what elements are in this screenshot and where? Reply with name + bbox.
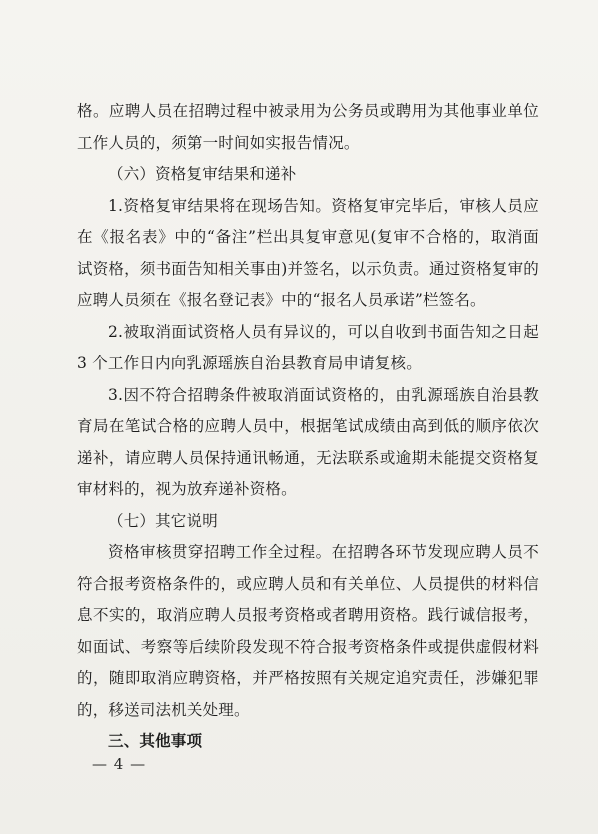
section-heading-6: （六）资格复审结果和递补 [108, 165, 297, 183]
section-heading-7: （七）其它说明 [108, 511, 218, 530]
paragraph-item-3: 3.因不符合招聘条件被取消面试资格的，由乳源瑶族自治县教育局在笔试合格的应聘人员中，根据笔试成绩由高到低的顺序依次递补，请应聘人员保持通讯畅通，无法联系或逾期未能提交资格复审材料的，视为放弃递补资格。 [77, 385, 539, 498]
paragraph-other-notes: 资格审核贯穿招聘工作全过程。在招聘各环节发现应聘人员不符合报考资格条件的，或应聘人员和有关单位、人员提供的材料信息不实的，取消应聘人员报考资格或者聘用资格。践行诚信报考，如面试、考察等后续阶段发现不符合报考资格条件或提供虚假材料的，随即取消应聘资格，并严格按照有关规定追究责任，涉嫌犯罪的，移送司法机关处理。 [77, 543, 539, 719]
page-number: — 4 — [92, 755, 147, 773]
document-body [77, 96, 539, 758]
paragraph-item-1: 1.资格复审结果将在现场告知。资格复审完毕后，审核人员应在《报名表》中的“备注”栏出具复审意见(复审不合格的，取消面试资格，须书面告知相关事由)并签名，以示负责。通过资格复审的应聘人员须在《报名登记表》中的“报名人员承诺”栏签名。 [77, 196, 539, 309]
section-heading-3: 三、其他事项 [108, 732, 203, 750]
paragraph-item-2: 2.被取消面试资格人员有异议的，可以自收到书面告知之日起 3 个工作日内向乳源瑶族自治县教育局申请复核。 [77, 322, 539, 372]
paragraph-continuation: 格。应聘人员在招聘过程中被录用为公务员或聘用为其他事业单位工作人员的，须第一时间如实报告情况。 [77, 102, 539, 152]
